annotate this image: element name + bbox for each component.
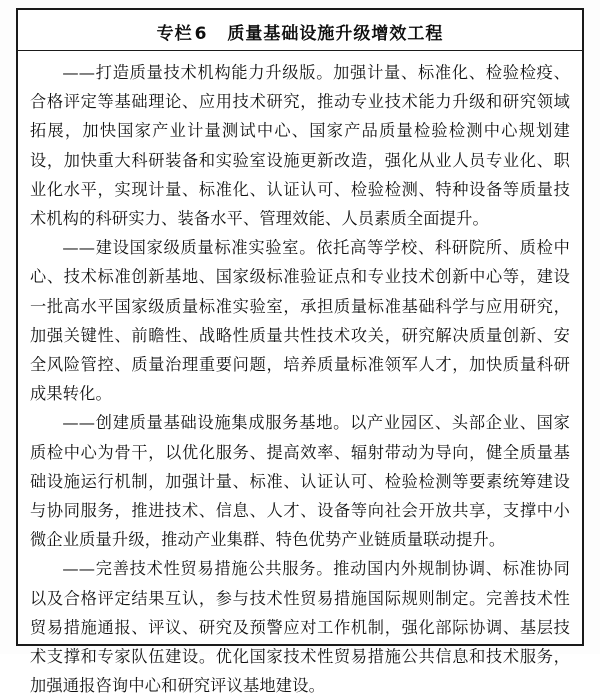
title-label-main: 质量基础设施升级增效工程: [227, 24, 444, 44]
title-label-prefix: 专栏: [156, 24, 193, 44]
callout-title-bar: [18, 10, 582, 51]
page-title: [157, 24, 444, 44]
paragraph: ——创建质量基础设施集成服务基地。以产业园区、头部企业、国家质检中心为骨干，以优化服务、提高效率、辐射带动为导向，健全质量基础设施运行机制，加强计量、标准、认证认可、检验检测等要素统筹建设与协同服务，推进技术、信息、人才、设备等向社会开放共享，支撑中小微企业质量升级，推动产业集群、特色优势产业链质量联动提升。: [30, 413, 570, 550]
paragraph: ——完善技术性贸易措施公共服务。推动国内外规制协调、标准协同以及合格评定结果互认，参与技术性贸易措施国际规则制定。完善技术性贸易措施通报、评议、研究及预警应对工作机制，强化部际协调、基层技术支撑和专家队伍建设。优化国家技术性贸易措施公共信息和技术服务，加强通报咨询中心和研究评议基地建设。: [30, 559, 570, 696]
paragraph: ——打造质量技术机构能力升级版。加强计量、标准化、检验检疫、合格评定等基础理论、应用技术研究，推动专业技术能力升级和研究领域拓展，加快国家产业计量测试中心、国家产品质量检验检测中心规划建设，加快重大科研装备和实验室设施更新改造，强化从业人员专业化、职业化水平，实现计量、标准化、认证认可、检验检测、特种设备等质量技术机构的科研实力、装备水平、管理效能、人员素质全面提升。: [30, 63, 570, 229]
paragraph: ——建设国家级质量标准实验室。依托高等学校、科研院所、质检中心、技术标准创新基地、国家级标准验证点和专业技术创新中心等，建设一批高水平国家级质量标准实验室，承担质量标准基础科学与应用研究，加强关键性、前瞻性、战略性质量共性技术攻关，研究解决质量创新、安全风险管控、质量治理重要问题，培养质量标准领军人才，加快质量科研成果转化。: [30, 238, 570, 404]
title-number: 6: [194, 24, 208, 44]
callout-box: [16, 8, 584, 696]
callout-body: [18, 51, 582, 700]
